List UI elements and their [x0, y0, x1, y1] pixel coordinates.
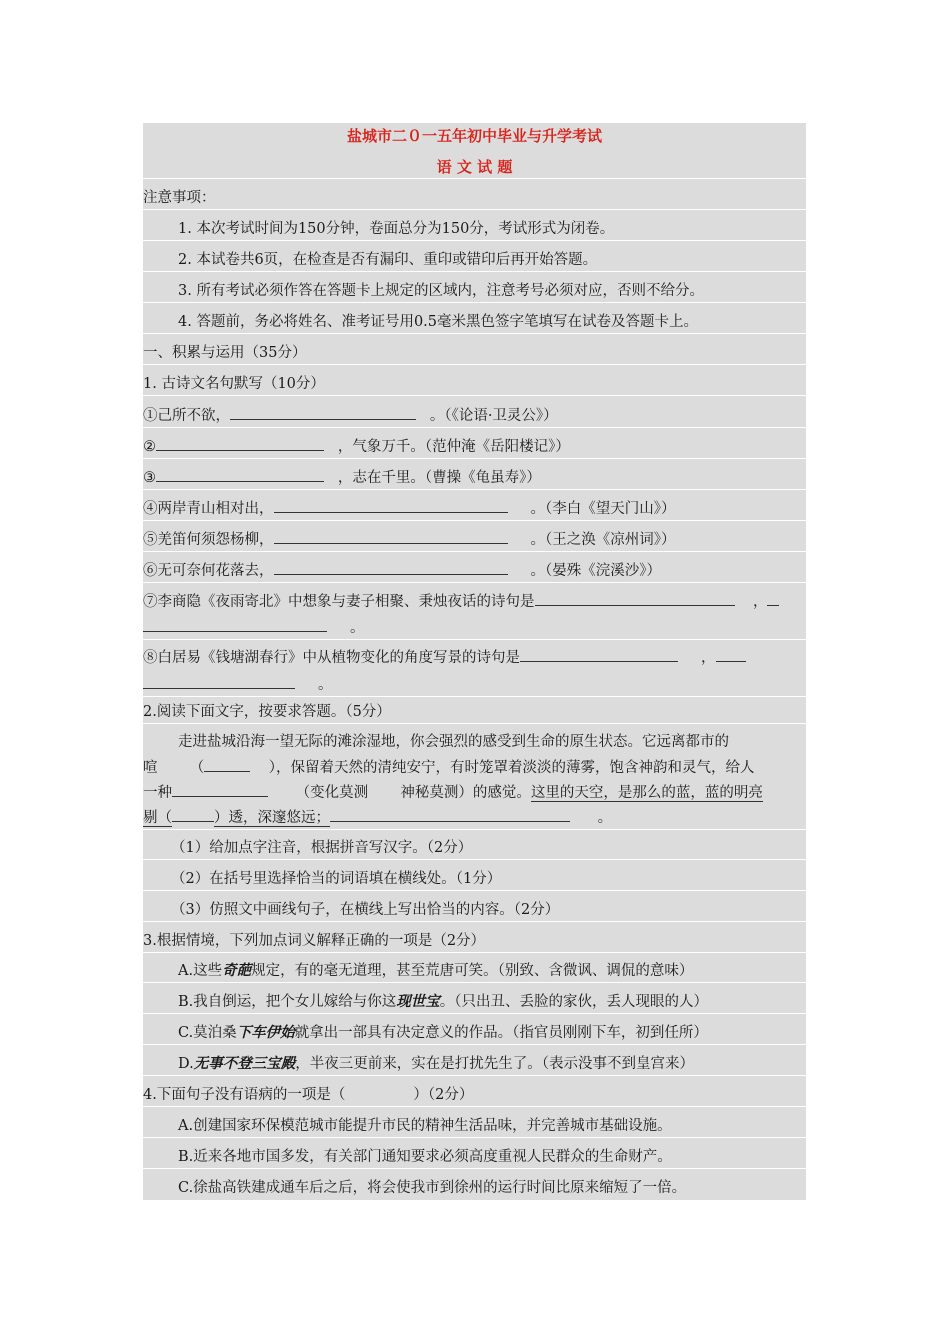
q1-item-cont [143, 616, 806, 640]
question-heading: 3.根据情境，下列加点词义解释正确的一项是（2分） [143, 930, 806, 953]
q4-option: A.创建国家环保模范城市能提升市民的精神生活品味，并完善城市基础设施。 [143, 1115, 806, 1138]
passage-text: 喧 [143, 760, 158, 776]
option-text: C.莫泊桑 [178, 1025, 237, 1041]
q1-item-text: ④两岸青山相对出， [143, 501, 274, 517]
q1-item [143, 466, 806, 490]
answer-blank[interactable] [274, 497, 508, 513]
underlined-sentence: ）透，深邃悠远； [214, 810, 330, 826]
q2-passage-line [143, 756, 806, 779]
answer-blank[interactable] [204, 756, 250, 772]
q1-item-text: ①己所不欲， [143, 408, 230, 424]
answer-blank[interactable] [767, 590, 779, 606]
notice-heading: 注意事项： [143, 187, 806, 210]
notice-item: 4. 答题前，务必将姓名、准考证号用0.5毫米黑色签字笔填写在试卷及答题卡上。 [143, 311, 806, 334]
notice-item: 3. 所有考试必须作答在答题卡上规定的区域内，注意考号必须对应，否则不给分。 [143, 280, 806, 303]
option-text: 就拿出一部具有决定意义的作品。（指官员刚刚下车，初到任所） [294, 1025, 708, 1041]
q2-subquestion: （3）仿照文中画线句子，在横线上写出恰当的内容。（2分） [143, 899, 806, 922]
question-text: ）（2分） [413, 1087, 474, 1103]
answer-blank[interactable] [716, 646, 746, 662]
q1-item-comma: ， [701, 650, 716, 666]
q2-passage-line: 走进盐城沿海一望无际的滩涂湿地，你会强烈的感受到生命的原生状态。它远离都市的 [178, 734, 729, 750]
q1-item-text: ⑧白居易《钱塘湖春行》中从植物变化的角度写景的诗句是 [143, 650, 520, 666]
q2-subquestion: （1）给加点字注音，根据拼音写汉字。（2分） [143, 837, 806, 860]
q4-option: B.近来各地市国多发，有关部门通知要求必须高度重视人民群众的生命财产。 [143, 1146, 806, 1169]
q1-item [143, 559, 806, 583]
q1-item-end: 。 [318, 677, 333, 693]
q1-item-cont [143, 673, 806, 697]
option-text: ，半夜三更前来，实在是打扰先生了。（表示没事不到皇宫来） [295, 1056, 694, 1072]
q3-option [143, 960, 806, 983]
q1-item-source: ，志在千里。（曹操《龟虽寿》） [337, 470, 541, 486]
answer-blank[interactable] [143, 673, 295, 689]
q1-item [143, 404, 806, 428]
option-keyword: 奇葩 [222, 962, 252, 979]
q1-item-text: ② [143, 439, 156, 455]
q1-item-source: 。（李白《望天门山》） [530, 501, 676, 517]
option-keyword: 下车伊始 [236, 1024, 295, 1041]
answer-blank[interactable] [156, 466, 324, 482]
q1-item-source: 。（王之涣《凉州词》） [530, 532, 676, 548]
answer-blank[interactable] [172, 781, 268, 797]
underlined-sentence: 剔（ [143, 810, 172, 826]
question-heading: 2.阅读下面文字，按要求答题。（5分） [143, 701, 806, 724]
answer-blank[interactable] [143, 616, 327, 632]
q1-item [143, 497, 806, 521]
answer-blank[interactable] [230, 404, 416, 420]
option-keyword: 无事不登三宝殿 [193, 1055, 296, 1072]
q1-item-end: 。 [350, 620, 365, 636]
answer-blank[interactable] [156, 435, 324, 451]
question-heading: 1. 古诗文名句默写（10分） [143, 373, 806, 396]
q1-item [143, 528, 806, 552]
question-heading [143, 1084, 806, 1107]
exam-title: 盐城市二０一五年初中毕业与升学考试 [346, 127, 602, 145]
q1-item [143, 590, 806, 613]
option-text: D. [178, 1056, 194, 1072]
q1-item [143, 435, 806, 459]
q1-item-source: 。（晏殊《浣溪沙》） [530, 563, 662, 579]
answer-blank[interactable] [274, 559, 508, 575]
option-text: B.我自倒运，把个女儿嫁给与你这 [178, 994, 397, 1010]
notice-item: 2. 本试卷共6页，在检查是否有漏印、重印或错印后再开始答题。 [143, 249, 806, 272]
passage-text: 一种 [143, 785, 172, 801]
q4-option: C.徐盐高铁建成通车后之后，将会使我市到徐州的运行时间比原来缩短了一倍。 [178, 1180, 687, 1196]
answer-blank[interactable] [535, 590, 735, 606]
q2-passage-line [143, 806, 806, 830]
q1-item-text: ③ [143, 470, 156, 486]
q2-subquestion: （2）在括号里选择恰当的词语填在横线处。（1分） [143, 868, 806, 891]
q1-item [143, 646, 806, 669]
q1-item-text: ⑤羌笛何须怨杨柳， [143, 532, 274, 548]
notice-item: 1. 本次考试时间为150分钟，卷面总分为150分，考试形式为闭卷。 [143, 218, 806, 241]
section-heading: 一、积累与运用（35分） [143, 342, 806, 365]
option-text: A.这些 [178, 963, 223, 979]
underlined-sentence: 这里的天空，是那么的蓝，蓝的明亮 [530, 785, 763, 801]
exam-subtitle: 语 文 试 题 [143, 156, 806, 179]
q1-item-text: ⑥无可奈何花落去， [143, 563, 274, 579]
q1-item-comma: ， [752, 594, 768, 610]
q3-option [143, 1053, 806, 1076]
passage-text: （变化莫测 [295, 785, 369, 801]
passage-text: 神秘莫测）的感觉。 [400, 785, 531, 801]
q3-option [143, 1022, 806, 1045]
q3-option [143, 991, 806, 1014]
passage-end: 。 [597, 810, 613, 826]
option-keyword: 现世宝 [396, 993, 440, 1010]
q1-item-text: ⑦李商隐《夜雨寄北》中想象与妻子相聚、秉烛夜话的诗句是 [143, 594, 535, 610]
q1-item-source: 。（《论语·卫灵公》） [429, 408, 558, 424]
q2-passage-line [143, 781, 806, 804]
option-text: 规定，有的毫无道理，甚至荒唐可笑。（别致、含微讽、调侃的意味） [251, 963, 694, 979]
passage-text: （ [189, 760, 205, 776]
q1-item-source: ，气象万千。（范仲淹《岳阳楼记》） [337, 439, 570, 455]
option-text: 。（只出丑、丢脸的家伙，丢人现眼的人） [439, 994, 709, 1010]
question-text: 4.下面句子没有语病的一项是（ [143, 1087, 346, 1103]
answer-blank[interactable] [330, 806, 570, 822]
passage-text: ），保留着天然的清纯安宁，有时笼罩着淡淡的薄雾，饱含神韵和灵气，给人 [268, 760, 755, 776]
answer-blank[interactable] [274, 528, 508, 544]
answer-blank[interactable] [520, 646, 678, 662]
